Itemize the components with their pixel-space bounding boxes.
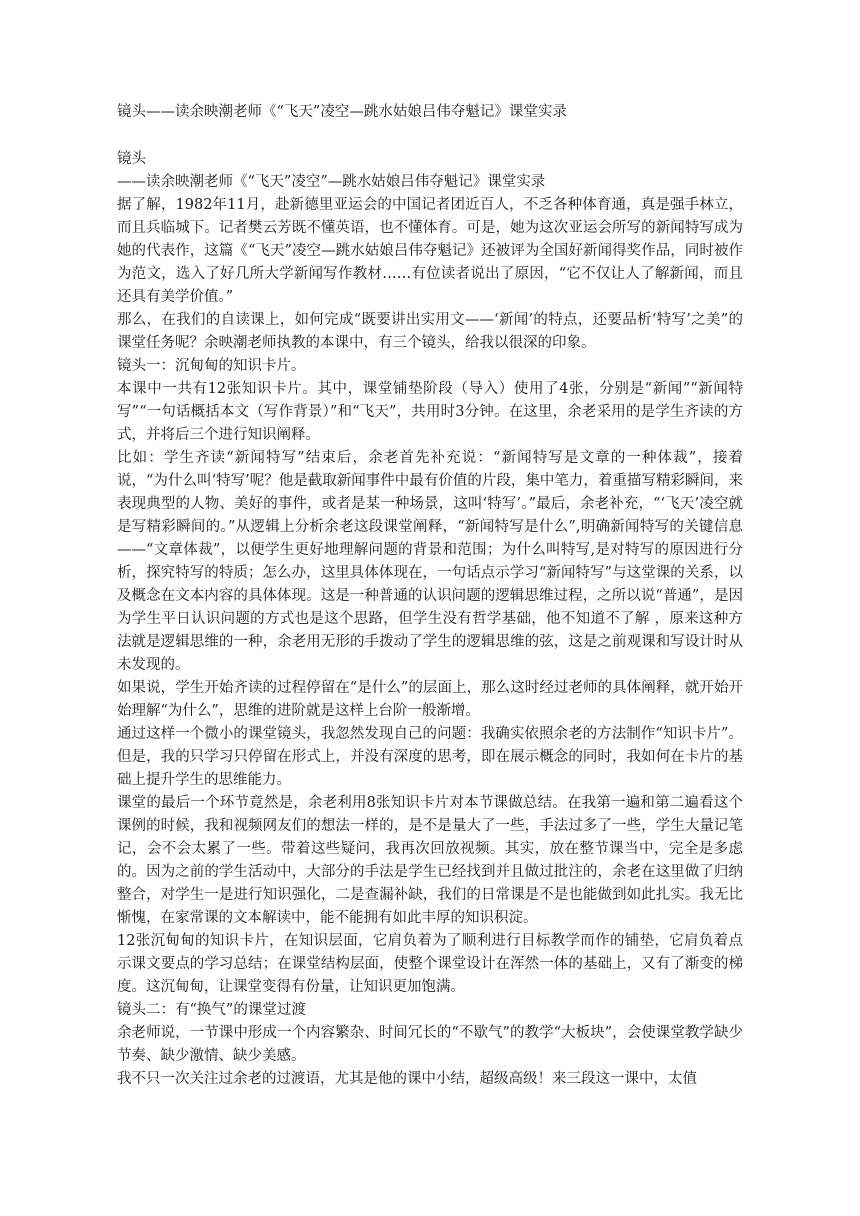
paragraph-10: 镜头二：有“换气”的课堂过渡 — [117, 1002, 306, 1018]
paragraph-2: 那么，在我们的自读课上，如何完成“既要讲出实用文——‘新闻’的特点，还要品析‘特写’之美”的课堂任务呢？余映潮老师执教的本课中，有三个镜头，给我以很深的印象。 — [117, 312, 743, 351]
paragraph-5: 比如：学生齐读“新闻特写”结束后，余老首先补充说：“新闻特写是文章的一种体裁”，接着说，“为什么叫‘特写’呢？他是截取新闻事件中最有价值的片段，集中笔力，着重描写精彩瞬间，来表现典型的人物、美好的事件，或者是某一种场景，这叫‘特写’。”最后，余老补充，“‘飞天’凌空就是写精彩瞬间的。”从逻辑上分析余老这段课堂阐释，“新闻特写是什么”,明确新闻特写的关键信息——“文章体裁”，以便学生更好地理解问题的背景和范围；为什么叫特写,是对特写的原因进行分析，探究特写的特质；怎么办，这里具体体现在，一句话点示学习“新闻特写”与这堂课的关系，以及概念在文本内容的具体体现。这是一种普通的认识问题的逻辑思维过程，之所以说“普通”，是因为学生平日认识问题的方式也是这个思路，但学生没有哲学基础，他不知道不了解 ，原来这种方法就是逻辑思维的一种，余老用无形的手拨动了学生的逻辑思维的弦，这是之前观课和写设计时从未发现的。 — [117, 450, 743, 673]
paragraph-11: 余老师说，一节课中形成一个内容繁杂、时间冗长的“不歇气”的教学“大板块”，会使课堂教学缺少节奏、缺少激情、缺少美感。 — [117, 1025, 743, 1064]
paragraph-8: 课堂的最后一个环节竟然是，余老利用8张知识卡片对本节课做总结。在我第一遍和第二遍看这个课例的时候，我和视频网友们的想法一样的，是不是量大了一些，手法过多了一些，学生大量记笔记，会不会太累了一些。带着这些疑问，我再次回放视频。其实，放在整节课当中，完全是多虑的。因为之前的学生活动中，大部分的手法是学生已经找到并且做过批注的，余老在这里做了归纳整合，对学生一是进行知识强化，二是查漏补缺，我们的日常课是不是也能做到如此扎实。我无比惭愧，在家常课的文本解读中，能不能拥有如此丰厚的知识积淀。 — [117, 795, 743, 926]
document-page — [117, 100, 743, 1091]
document-title: 镜头——读余映潮老师《“飞天”凌空—跳水姑娘吕伟夺魁记》课堂实录 — [117, 104, 567, 120]
paragraph-6: 如果说，学生开始齐读的过程停留在“是什么”的层面上，那么这时经过老师的具体阐释，就开始开始理解“为什么”，思维的进阶就是这样上台阶一般渐增。 — [117, 680, 743, 719]
paragraph-1: 据了解，1982年11月，赴新德里亚运会的中国记者团近百人，不乏各种体育通，真是强手林立，而且兵临城下。记者樊云芳既不懂英语，也不懂体育。可是，她为这次亚运会所写的新闻特写成为她的代表作，这篇《“飞天”凌空—跳水姑娘吕伟夺魁记》还被评为全国好新闻得奖作品，同时被作为范文，选入了好几所大学新闻写作教材……有位读者说出了原因，“它不仅让人了解新闻，而且还具有美学价值。” — [117, 197, 743, 305]
paragraph-12: 我不只一次关注过余老的过渡语，尤其是他的课中小结，超级高级！来三段这一课中，太值 — [117, 1071, 697, 1087]
section-subheading: ——读余映潮老师《“飞天”凌空”—跳水姑娘吕伟夺魁记》课堂实录 — [117, 174, 546, 190]
paragraph-4: 本课中一共有12张知识卡片。其中，课堂铺垫阶段（导入）使用了4张，分别是“新闻”“新闻特写”“一句话概括本文（写作背景）”和“飞天”，共用时3分钟。在这里，余老采用的是学生齐读的方式，并将后三个进行知识阐释。 — [117, 381, 743, 443]
section-heading: 镜头 — [117, 151, 146, 167]
paragraph-3: 镜头一：沉甸甸的知识卡片。 — [117, 358, 306, 374]
paragraph-9: 12张沉甸甸的知识卡片，在知识层面，它肩负着为了顺利进行目标教学而作的铺垫，它肩负着点示课文要点的学习总结；在课堂结构层面，使整个课堂设计在浑然一体的基础上，又有了渐变的梯度。这沉甸甸，让课堂变得有份量，让知识更加饱满。 — [117, 933, 743, 995]
paragraph-7: 通过这样一个微小的课堂镜头，我忽然发现自己的问题：我确实依照余老的方法制作“知识卡片”。但是，我的只学习只停留在形式上，并没有深度的思考，即在展示概念的同时，我如何在卡片的基础上提升学生的思维能力。 — [117, 726, 743, 788]
